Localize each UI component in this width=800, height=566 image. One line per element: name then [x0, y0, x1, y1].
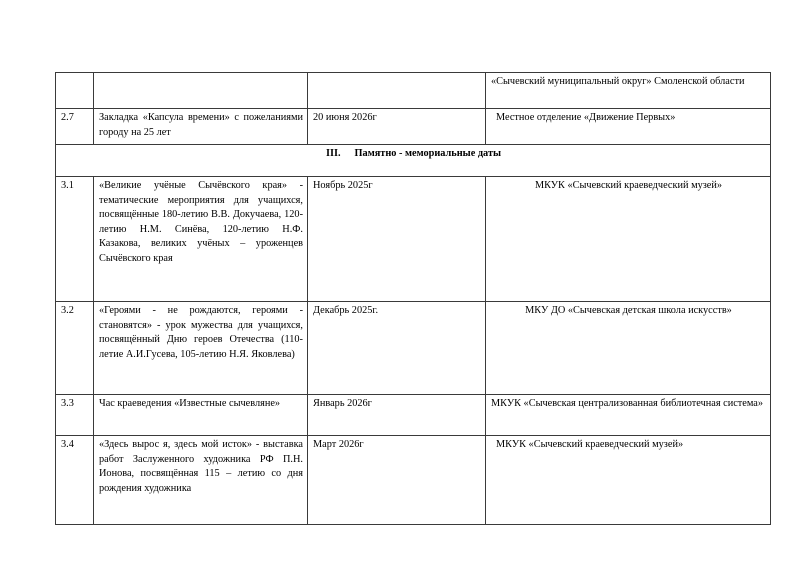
cell-event: «Великие учёные Сычёвского края» - тематические мероприятия для учащихся, посвящённые 180-летию В.В. Докучаева, 120-летию Н.М. Синёва, 120-летию Н.Ф. Казакова, великих учёных – уроженцев Сычёвского края	[94, 177, 308, 302]
section-title: Памятно - мемориальные даты	[354, 148, 502, 159]
cell-organization: «Сычевский муниципальный округ» Смоленской области	[486, 73, 771, 109]
cell-date: Март 2026г	[308, 436, 486, 525]
cell-organization: МКУ ДО «Сычевская детская школа искусств»	[486, 302, 771, 395]
cell-number: 3.3	[56, 395, 94, 436]
cell-organization: МКУК «Сычевская централизованная библиотечная система»	[486, 395, 771, 436]
cell-organization: МКУК «Сычевский краеведческий музей»	[486, 436, 771, 525]
cell-date: Декабрь 2025г.	[308, 302, 486, 395]
cell-number	[56, 73, 94, 109]
table-row	[56, 177, 771, 302]
cell-event: Закладка «Капсула времени» с пожеланиями городу на 25 лет	[94, 109, 308, 145]
cell-event: «Здесь вырос я, здесь мой исток» - выставка работ Заслуженного художника РФ П.Н. Ионова, посвящённая 115 – летию со дня рождения художника	[94, 436, 308, 525]
section-header	[56, 145, 771, 177]
cell-number: 3.1	[56, 177, 94, 302]
cell-number: 2.7	[56, 109, 94, 145]
cell-organization: МКУК «Сычевский краеведческий музей»	[486, 177, 771, 302]
cell-event	[94, 73, 308, 109]
cell-number: 3.4	[56, 436, 94, 525]
section-number: III.	[325, 148, 341, 159]
cell-event: Час краеведения «Известные сычевляне»	[94, 395, 308, 436]
cell-event: «Героями - не рождаются, героями - становятся» - урок мужества для учащихся, посвящённый Дню героев Отечества (110-летие А.И.Гусева, 105-летию Н.Я. Яковлева)	[94, 302, 308, 395]
cell-date: Ноябрь 2025г	[308, 177, 486, 302]
cell-date: Январь 2026г	[308, 395, 486, 436]
cell-organization: Местное отделение «Движение Первых»	[486, 109, 771, 145]
table-row	[56, 395, 771, 436]
cell-date: 20 июня 2026г	[308, 109, 486, 145]
section-header-row	[56, 145, 771, 177]
cell-number: 3.2	[56, 302, 94, 395]
table-row	[56, 436, 771, 525]
table-row	[56, 302, 771, 395]
table-row	[56, 73, 771, 109]
cell-date	[308, 73, 486, 109]
plan-table	[55, 72, 771, 525]
table-row	[56, 109, 771, 145]
